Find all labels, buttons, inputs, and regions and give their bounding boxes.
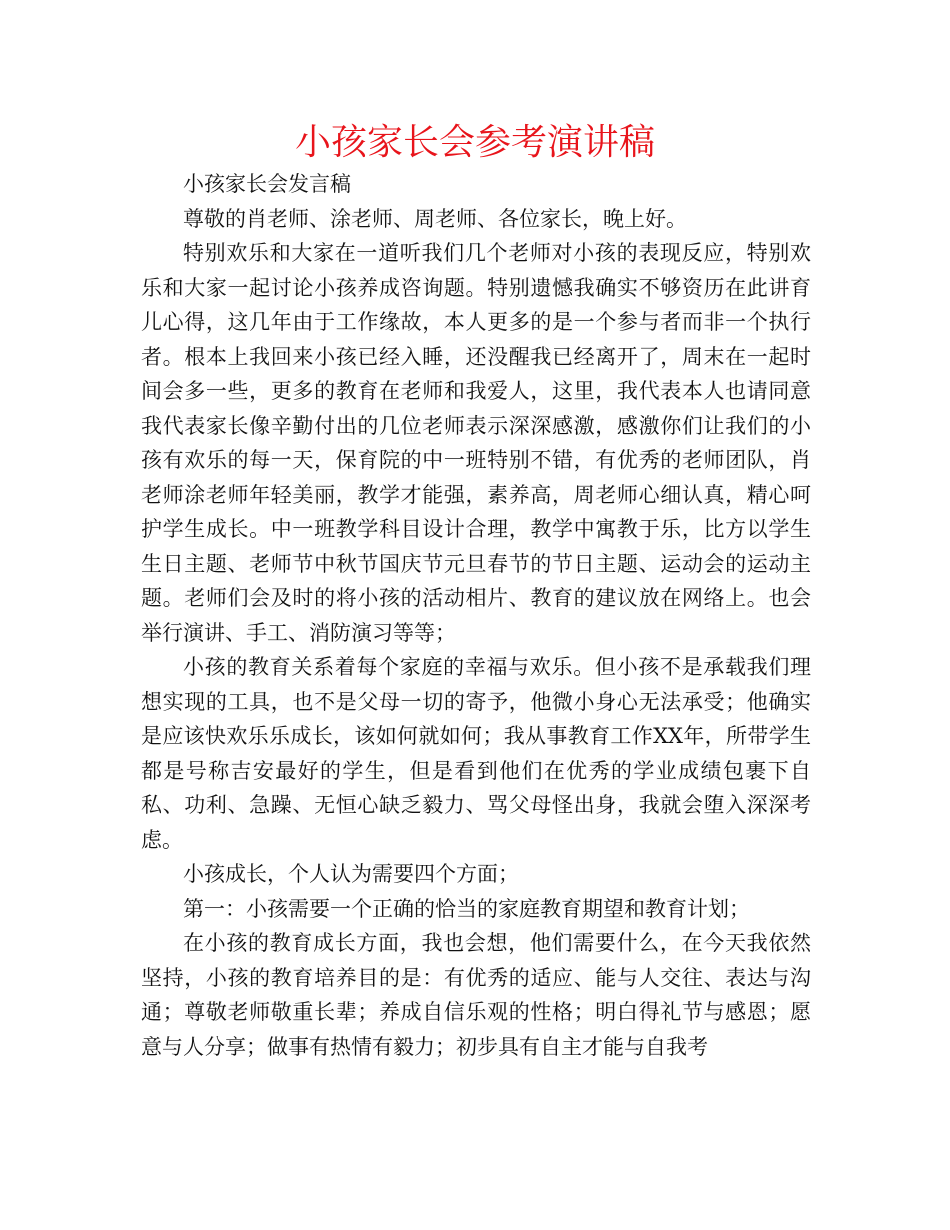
paragraph: 第一：小孩需要一个正确的恰当的家庭教育期望和教育计划； <box>183 896 750 921</box>
paragraph: 小孩成长，个人认为需要四个方面； <box>183 862 519 886</box>
paragraph: 在小孩的教育成长方面，我也会想，他们需要什么，在今天我依然坚持，小孩的教育培养目的是：有优秀的适应、能与人交往、表达与沟通；尊敬老师敬重长辈；养成自信乐观的性格；明白得礼节与感恩；愿意与人分享；做事有热情有毅力；初步具有自主才能与自我考 <box>141 931 811 1059</box>
paragraph: 小孩家长会发言稿 <box>183 172 351 196</box>
document-body <box>141 167 811 1064</box>
paragraph: 尊敬的肖老师、涂老师、周老师、各位家长，晚上好。 <box>183 206 687 231</box>
paragraph: 特别欢乐和大家在一道听我们几个老师对小孩的表现反应，特别欢乐和大家一起讨论小孩养成咨询题。特别遗憾我确实不够资历在此讲育儿心得，这几年由于工作缘故，本人更多的是一个参与者而非一个执行者。根本上我回来小孩已经入睡，还没醒我已经离开了，周末在一起时间会多一些，更多的教育在老师和我爱人，这里，我代表本人也请同意我代表家长像辛勤付出的几位老师表示深深感激，感激你们让我们的小孩有欢乐的每一天，保育院的中一班特别不错，有优秀的老师团队，肖老师涂老师年轻美丽，教学才能强，素养高，周老师心细认真，精心呵护学生成长。中一班教学科目设计合理，教学中寓教于乐，比方以学生生日主题、老师节中秋节国庆节元旦春节的节日主题、运动会的运动主题。老师们会及时的将小孩的活动相片、教育的建议放在网络上。也会举行演讲、手工、消防演习等等； <box>141 241 811 645</box>
paragraph: 小孩的教育关系着每个家庭的幸福与欢乐。但小孩不是承载我们理想实现的工具，也不是父母一切的寄予，他微小身心无法承受；他确实是应该快欢乐乐成长，该如何就如何；我从事教育工作XX年，所带学生都是号称吉安最好的学生，但是看到他们在优秀的学业成绩包裹下自私、功利、急躁、无恒心缺乏毅力、骂父母怪出身，我就会堕入深深考虑。 <box>141 655 811 852</box>
document-title: 小孩家长会参考演讲稿 <box>294 122 655 163</box>
